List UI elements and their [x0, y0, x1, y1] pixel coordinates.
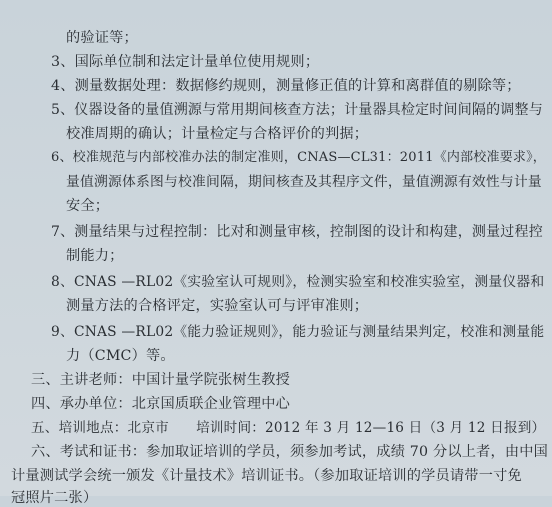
section-6-exam-line-3: 冠照片二张）: [11, 490, 98, 506]
section-5-location-time: 五、培训地点：北京市 培训时间：2012 年 3 月 12—16 日（3 月 12 日报到）: [31, 420, 546, 436]
item-9-line-1: 9、CNAS —RL02《能力验证规则》，能力验证与测量结果判定，校准和测量能: [51, 324, 545, 340]
item-5-line-1: 5、仪器设备的量值溯源与常用期间核查方法；计量器具检定时间间隔的调整与: [51, 102, 543, 118]
item-7-line-2: 制能力；: [66, 248, 124, 264]
section-6-exam-line-2: 计量测试学会统一颁发《计量技术》培训证书。（参加取证培训的学员请带一寸免: [11, 468, 522, 484]
section-4-organizer: 四、承办单位：北京国质联企业管理中心: [31, 396, 290, 412]
section-6-exam-line-1: 六、考试和证书：参加取证培训的学员，须参加考试，成绩 70 分以上者，由中国: [31, 444, 549, 460]
item-8-line-1: 8、CNAS —RL02《实验室认可规则》，检测实验室和校准实验室，测量仪器和: [51, 274, 545, 290]
item-6-line-3: 安全；: [66, 198, 110, 214]
item-6-line-1: 6、校准规范与内部校准办法的制定准则，CNAS—CL31：2011《内部校准要求》，: [51, 150, 546, 165]
section-3-instructor: 三、主讲老师：中国计量学院张树生教授: [31, 372, 290, 388]
item-3-line: 3、国际单位制和法定计量单位使用规则；: [51, 54, 320, 70]
item-8-line-2: 测量方法的合格评定，实验室认可与评审准则；: [66, 298, 369, 314]
text-line-1: 的验证等；: [66, 30, 138, 46]
item-4-line: 4、测量数据处理：数据修约规则，测量修正值的计算和离群值的剔除等；: [51, 78, 521, 94]
item-7-line-1: 7、测量结果与过程控制：比对和测量审核，控制图的设计和构建，测量过程控: [51, 224, 543, 240]
item-9-line-2: 力（CMC）等。: [66, 348, 175, 364]
item-5-line-2: 校准周期的确认；计量检定与合格评价的判据；: [66, 126, 369, 142]
item-6-line-2: 量值溯源体系图与校准间隔，期间核查及其程序文件，量值溯源有效性与计量: [66, 174, 542, 190]
